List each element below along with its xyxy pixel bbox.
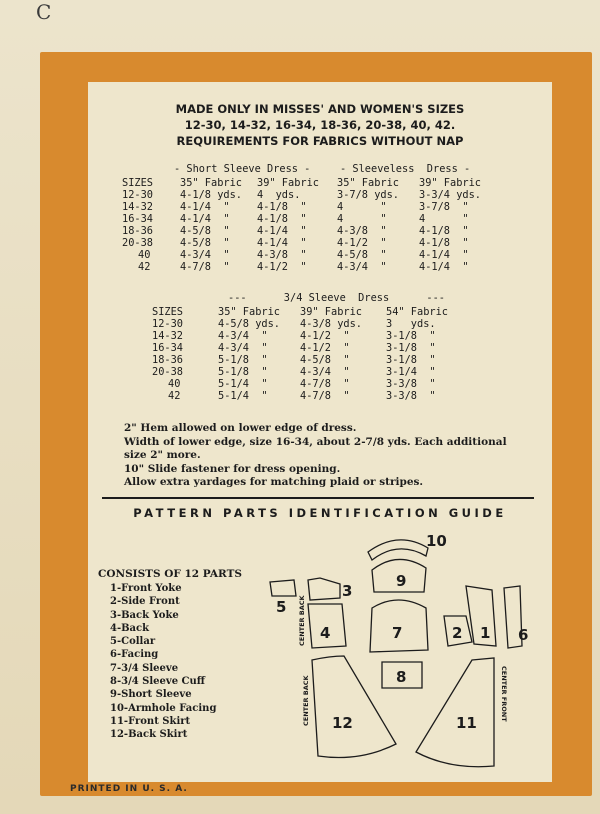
parts-list: [110, 582, 216, 742]
yardage-cell: 3-1/8 ": [386, 330, 436, 342]
yardage-cell: 4-1/4 ": [419, 261, 469, 273]
note-hem: 2" Hem allowed on lower edge of dress.: [124, 422, 357, 434]
yardage-cell: 3-3/8 ": [386, 378, 436, 390]
yardage-cell: 3-7/8 yds.: [337, 189, 399, 201]
column-header: 35" Fabric: [180, 177, 242, 189]
yardage-cell: 4-5/8 ": [337, 249, 387, 261]
yardage-cell: 4 ": [337, 213, 387, 225]
table-header-row: [152, 306, 466, 318]
table-row: [122, 249, 499, 261]
table-row: [122, 225, 499, 237]
short-sleeve-sleeveless-table: [122, 163, 499, 273]
yardage-cell: 4-3/8 ": [257, 249, 307, 261]
size-cell: 16-34: [152, 342, 183, 354]
size-cell: 18-36: [122, 225, 153, 237]
yardage-cell: 4-1/8 ": [257, 213, 307, 225]
column-header: SIZES: [152, 306, 183, 318]
column-header: 39" Fabric: [419, 177, 481, 189]
piece-collar: [270, 580, 296, 596]
sizes-heading: MADE ONLY IN MISSES' AND WOMEN'S SIZES: [175, 102, 465, 116]
size-cell: 20-38: [152, 366, 183, 378]
size-cell: 12-30: [122, 189, 153, 201]
requirements-heading: REQUIREMENTS FOR FABRICS WITHOUT NAP: [176, 134, 464, 148]
piece-front-skirt: [416, 658, 494, 767]
part-item: 1-Front Yoke: [110, 583, 182, 594]
yardage-cell: 4-3/4 ": [337, 261, 387, 273]
table-row: [152, 390, 466, 402]
label-7: 7: [392, 624, 403, 642]
note-width: Width of lower edge, size 16-34, about 2-7/8 yds. Each additional: [124, 435, 507, 448]
label-11: 11: [456, 714, 477, 732]
guide-title: PATTERN PARTS IDENTIFICATION GUIDE: [133, 506, 507, 520]
piece-armhole-facing: [368, 540, 428, 560]
table-row: [122, 261, 499, 273]
label-4: 4: [320, 624, 331, 642]
table-row: [122, 201, 499, 213]
parts-heading: CONSISTS OF 12 PARTS: [98, 568, 242, 580]
table-row: [152, 318, 466, 330]
column-header: 35" Fabric: [218, 306, 280, 318]
yardage-cell: 4-1/2 ": [300, 342, 350, 354]
size-cell: 42: [168, 390, 181, 402]
yardage-cell: 3 yds.: [386, 318, 436, 330]
part-item: 9-Short Sleeve: [110, 689, 192, 701]
yardage-cell: 3-3/8 ": [386, 390, 436, 402]
part-item: 4-Back: [110, 622, 150, 634]
yardage-cell: 4-5/8 yds.: [218, 318, 280, 330]
yardage-cell: 4-7/8 ": [180, 261, 230, 273]
size-cell: 14-32: [122, 201, 153, 213]
yardage-cell: 4-1/8 ": [419, 225, 469, 237]
table-row: [122, 189, 499, 201]
table-row: [152, 330, 466, 342]
label-9: 9: [396, 572, 407, 590]
part-item: 12-Back Skirt: [110, 729, 188, 741]
column-header: SIZES: [122, 177, 153, 189]
yardage-cell: 4 ": [337, 201, 387, 213]
note-fastener: 10" Slide fastener for dress opening.: [124, 462, 341, 475]
yardage-cell: 4-1/2 ": [300, 330, 350, 342]
label-5: 5: [276, 598, 287, 616]
size-cell: 42: [138, 261, 151, 273]
column-header: 39" Fabric: [300, 306, 362, 318]
part-item: 3-Back Yoke: [110, 609, 179, 621]
table-row: [152, 378, 466, 390]
three-quarter-sleeve-table: [152, 292, 466, 402]
yardage-cell: 4-7/8 ": [300, 378, 350, 390]
piece-back-yoke: [308, 578, 340, 600]
label-3: 3: [342, 582, 353, 600]
part-item: 11-Front Skirt: [110, 715, 191, 727]
size-cell: 40: [138, 249, 151, 261]
label-12: 12: [332, 714, 353, 732]
yardage-cell: 4-7/8 ": [300, 390, 350, 402]
table-row: [152, 366, 466, 378]
table-2: [152, 306, 466, 402]
table-1: [122, 177, 499, 273]
yardage-cell: 4-5/8 ": [300, 354, 350, 366]
column-header: 39" Fabric: [257, 177, 319, 189]
piece-back-skirt: [312, 656, 396, 758]
yardage-cell: 4-3/4 ": [180, 249, 230, 261]
yardage-cell: 4-1/2 ": [337, 237, 387, 249]
label-10: 10: [426, 532, 447, 550]
yardage-cell: 5-1/8 ": [218, 354, 268, 366]
table-row: [152, 354, 466, 366]
yardage-cell: 4-1/4 ": [257, 237, 307, 249]
yardage-cell: 4-1/8 ": [419, 237, 469, 249]
size-cell: 16-34: [122, 213, 153, 225]
size-cell: 40: [168, 378, 181, 390]
pattern-pieces-diagram: [260, 530, 540, 775]
yardage-cell: 4-3/8 ": [337, 225, 387, 237]
part-item: 7-3/4 Sleeve: [110, 662, 179, 674]
yardage-cell: 4-3/8 yds.: [300, 318, 362, 330]
printed-in-usa: PRINTED IN U. S. A.: [70, 784, 188, 794]
label-1: 1: [480, 624, 491, 642]
column-header: 54" Fabric: [386, 306, 448, 318]
yardage-cell: 5-1/8 ": [218, 366, 268, 378]
table-row: [122, 213, 499, 225]
table-row: [152, 342, 466, 354]
divider-rule: [102, 497, 534, 499]
part-item: 10-Armhole Facing: [110, 702, 217, 714]
yardage-cell: 4-5/8 ": [180, 237, 230, 249]
label-2: 2: [452, 624, 463, 642]
note-plaid: Allow extra yardages for matching plaid or stripes.: [124, 476, 424, 488]
part-item: 2-Side Front: [110, 596, 180, 608]
sizes-list: 12-30, 14-32, 16-34, 18-36, 20-38, 40, 42.: [184, 118, 456, 132]
table-row: [122, 237, 499, 249]
yardage-cell: 3-7/8 ": [419, 201, 469, 213]
part-item: 8-3/4 Sleeve Cuff: [110, 676, 205, 688]
size-cell: 20-38: [122, 237, 153, 249]
group-header-short-sleeve: - Short Sleeve Dress -: [174, 163, 311, 175]
size-cell: 14-32: [152, 330, 183, 342]
corner-mark: C: [36, 0, 52, 24]
table-header-row: [122, 177, 499, 189]
yardage-cell: 4 yds.: [257, 189, 301, 201]
size-cell: 12-30: [152, 318, 183, 330]
label-8: 8: [396, 668, 407, 686]
yardage-cell: 4-3/4 ": [300, 366, 350, 378]
yardage-cell: 5-1/4 ": [218, 378, 268, 390]
label-center-back-lower: CENTER BACK: [302, 675, 310, 726]
group-header-sleeveless: - Sleeveless Dress -: [340, 163, 471, 175]
yardage-cell: 4-1/4 ": [257, 225, 307, 237]
yardage-cell: 4-1/4 ": [180, 213, 230, 225]
yardage-cell: 3-1/8 ": [386, 354, 436, 366]
part-item: 5-Collar: [110, 636, 156, 648]
yardage-cell: 3-1/4 ": [386, 366, 436, 378]
yardage-cell: 3-3/4 yds.: [419, 189, 481, 201]
label-6: 6: [518, 626, 529, 644]
yardage-cell: 4-1/4 ": [180, 201, 230, 213]
column-header: 35" Fabric: [337, 177, 399, 189]
yardage-cell: 4-3/4 ": [218, 342, 268, 354]
group-header-three-quarter: --- 3/4 Sleeve Dress ---: [228, 292, 445, 304]
label-center-back-upper: CENTER BACK: [298, 595, 306, 646]
label-center-front: CENTER FRONT: [500, 666, 508, 722]
yardage-cell: 3-1/8 ": [386, 342, 436, 354]
yardage-cell: 4-5/8 ": [180, 225, 230, 237]
yardage-cell: 4 ": [419, 213, 469, 225]
yardage-cell: 5-1/4 ": [218, 390, 268, 402]
size-cell: 18-36: [152, 354, 183, 366]
part-item: 6-Facing: [110, 649, 159, 661]
yardage-cell: 4-1/2 ": [257, 261, 307, 273]
yardage-cell: 4-1/8 yds.: [180, 189, 242, 201]
yardage-cell: 4-3/4 ": [218, 330, 268, 342]
yardage-cell: 4-1/8 ": [257, 201, 307, 213]
note-size-more: size 2" more.: [124, 449, 201, 461]
yardage-cell: 4-1/4 ": [419, 249, 469, 261]
